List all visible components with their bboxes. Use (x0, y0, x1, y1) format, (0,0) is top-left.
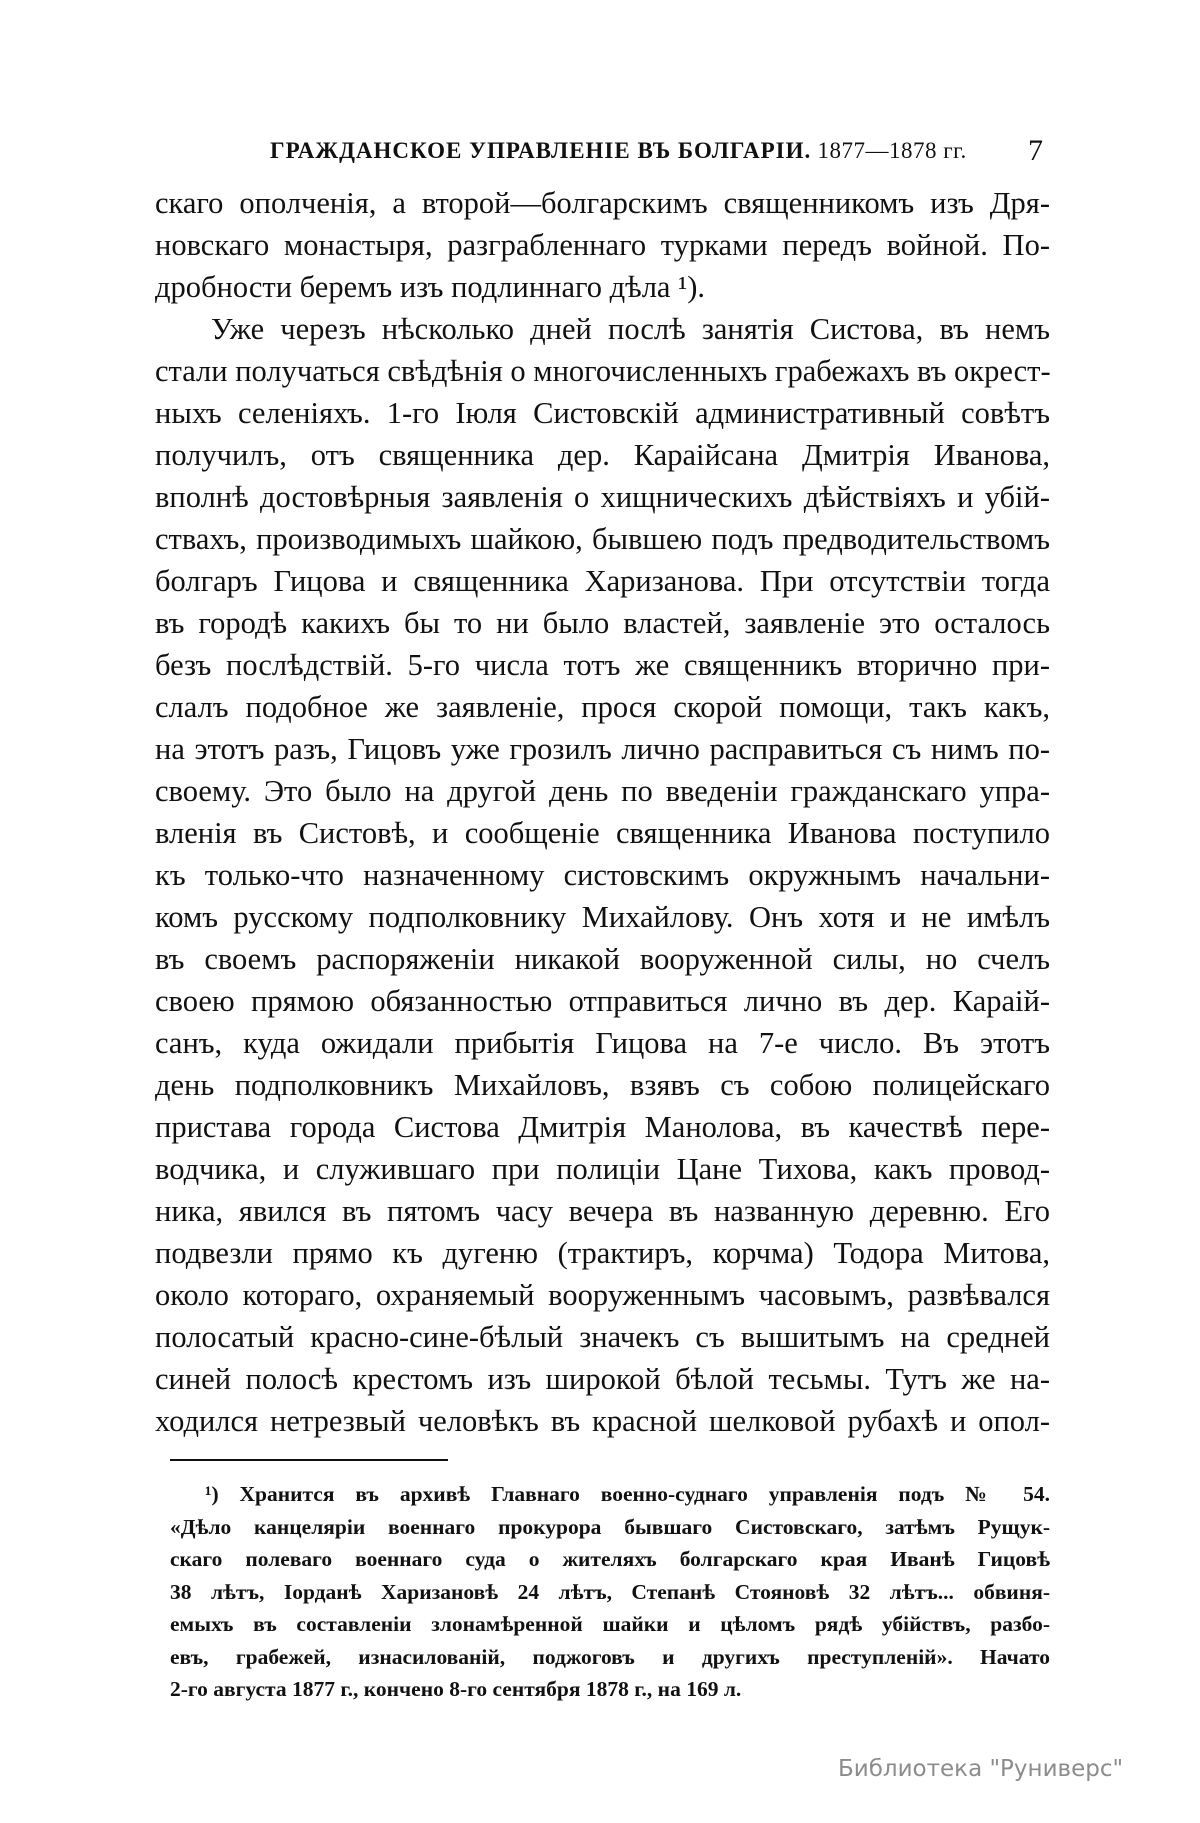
footnote-line: ¹) Хранится въ архивѣ Главнаго военно-суднаго управленія подъ № 54. (205, 1482, 1050, 1506)
body-text (155, 182, 1050, 1442)
text-line: ника, явился въ пятомъ часу вечера въ названную деревню. Его (155, 1194, 1050, 1228)
footnote-divider (170, 1459, 448, 1461)
text-line: синей полосѣ крестомъ изъ широкой бѣлой тесьмы. Тутъ же на- (155, 1362, 1050, 1396)
text-line: новскаго монастыря, разграбленнаго турками передъ войной. По- (155, 228, 1050, 262)
running-years: 1877—1878 гг. (817, 138, 967, 163)
footnote-line: 38 лѣтъ, Іорданѣ Харизановѣ 24 лѣтъ, Степанѣ Стояновѣ 32 лѣтъ... обвиня- (170, 1579, 1050, 1604)
text-line: водчика, и служившаго при полиціи Цане Тихова, какъ провод- (155, 1152, 1050, 1186)
text-line: безъ послѣдствій. 5-го числа тотъ же священникъ вторично при- (155, 648, 1050, 682)
running-head (270, 138, 1070, 164)
text-line: дробности беремъ изъ подлиннаго дѣла ¹). (155, 270, 706, 304)
text-line: скаго ополченія, а второй—болгарскимъ священникомъ изъ Дря- (155, 186, 1050, 220)
text-line: вполнѣ достовѣрныя заявленія о хищническихъ дѣйствіяхъ и убій- (155, 480, 1050, 514)
footnote-line: скаго полеваго военнаго суда о жителяхъ болгарскаго края Иванѣ Гицовѣ (170, 1547, 1050, 1571)
footnotes (170, 1478, 1050, 1706)
text-line: своею прямою обязанностью отправиться лично въ дер. Караій- (155, 984, 1050, 1018)
footnote-line: 2-го августа 1877 г., кончено 8-го сентября 1878 г., на 169 л. (170, 1677, 742, 1701)
text-line: ходился нетрезвый человѣкъ въ красной шелковой рубахѣ и опол- (155, 1404, 1050, 1438)
text-line: въ городѣ какихъ бы то ни было властей, заявленіе это осталось (155, 606, 1050, 640)
text-line: своему. Это было на другой день по введеніи гражданскаго упра- (155, 774, 1050, 808)
text-line: слалъ подобное же заявленіе, прося скорой помощи, такъ какъ, (155, 690, 1050, 724)
footnote-line: «Дѣло канцеляріи военнаго прокурора бывшаго Систовскаго, затѣмъ Рущук- (170, 1514, 1050, 1539)
text-line: пристава города Систова Дмитрія Манолова, въ качествѣ пере- (155, 1110, 1050, 1144)
library-watermark: Библиотека "Руниверс" (838, 1756, 1124, 1782)
text-line: комъ русскому подполковнику Михайлову. Онъ хотя и не имѣлъ (155, 900, 1050, 934)
text-line: ствахъ, производимыхъ шайкою, бывшею подъ предводительствомъ (155, 522, 1050, 556)
text-line: Уже черезъ нѣсколько дней послѣ занятія Систова, въ немъ (211, 312, 1050, 346)
text-line: въ своемъ распоряженіи никакой вооруженной силы, но счелъ (155, 942, 1050, 976)
text-line: подвезли прямо къ дугеню (трактиръ, корчма) Тодора Митова, (155, 1236, 1050, 1270)
footnote-line: евъ, грабежей, изнасилованій, поджоговъ и другихъ преступленій». Начато (170, 1644, 1050, 1669)
text-line: вленія въ Систовѣ, и сообщеніе священника Иванова поступило (155, 816, 1050, 850)
text-line: къ только-что назначенному систовскимъ окружнымъ начальни- (155, 858, 1050, 892)
text-line: болгаръ Гицова и священника Харизанова. При отсутствіи тогда (155, 564, 1050, 598)
text-line: получилъ, отъ священника дер. Караійсана Дмитрія Иванова, (155, 438, 1050, 472)
text-line: ныхъ селеніяхъ. 1-го Іюля Систовскій административный совѣтъ (155, 396, 1050, 430)
text-line: день подполковникъ Михайловъ, взявъ съ собою полицейскаго (155, 1068, 1050, 1102)
text-line: около котораго, охраняемый вооруженнымъ часовымъ, развѣвался (155, 1278, 1050, 1312)
page-number: 7 (1028, 134, 1043, 167)
text-line: на этотъ разъ, Гицовъ уже грозилъ лично расправиться съ нимъ по- (155, 732, 1050, 766)
running-title: ГРАЖДАНСКОЕ УПРАВЛЕНІЕ ВЪ БОЛГАРІИ. (270, 138, 812, 163)
text-line: полосатый красно-сине-бѣлый значекъ съ вышитымъ на средней (155, 1320, 1050, 1354)
text-line: санъ, куда ожидали прибытія Гицова на 7-е число. Въ этотъ (155, 1026, 1050, 1060)
footnote-line: емыхъ въ составленіи злонамѣренной шайки и цѣломъ рядѣ убійствъ, разбо- (170, 1612, 1050, 1636)
text-line: стали получаться свѣдѣнія о многочисленныхъ грабежахъ въ окрест- (155, 354, 1051, 388)
